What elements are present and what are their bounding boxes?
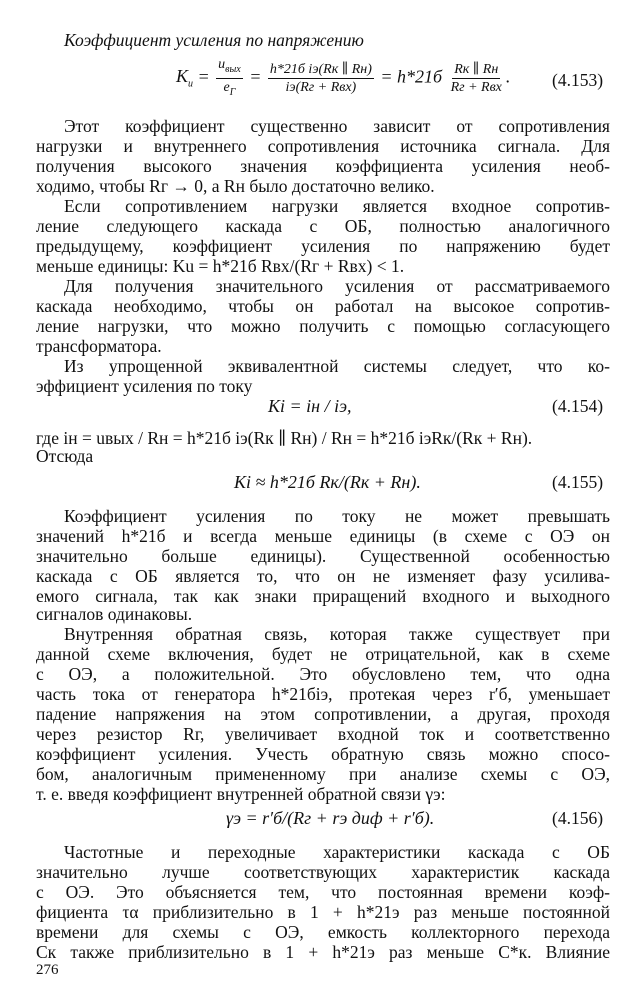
- text-line: Cк также приблизительно в 1 + h*21э раз меньше C*к. Влияние: [36, 942, 610, 962]
- text-line: емого сигнала, так как знаки приращений входного и выходного: [36, 586, 610, 606]
- text-line: сигналов одинаковы.: [36, 604, 193, 624]
- text-line: значительно лучше соответствующих характеристик каскада: [36, 862, 610, 882]
- equation-number: (4.155): [552, 472, 604, 492]
- equation-4-155: Ki ≈ h*21б Rк/(Rк + Rн).: [234, 472, 421, 492]
- eq-fraction-1: $\frac{u_{вых}}{e_Г}$: [218, 57, 241, 98]
- equation-number: (4.156): [552, 808, 604, 828]
- text-line: каскада с ОБ является то, что он не изменяет фазу усилива-: [36, 566, 610, 586]
- equation-number: (4.154): [552, 396, 604, 416]
- text-line: предыдущему, коэффициент усиления по напряжению будет: [36, 236, 610, 256]
- equation-4-153: $K_u$ = $\frac{u_{вых}}{e_Г}$ = $\frac{\text{h*21б iэ(Rк ∥ Rн)}}{\text{iэ(Rг + Rвх)}}$ = h*21б $\frac{Rк \parallel Rн}{\text{Rг + Rвх}}$ .: [176, 56, 510, 101]
- text-line: Из упрощенной эквивалентной системы следует, что ко-: [64, 356, 610, 376]
- text-line: через резистор Rг, увеличивает входной ток и соответственно: [36, 724, 610, 744]
- text-line: трансформатора.: [36, 336, 162, 356]
- where-line: где iн = uвых / Rн = h*21б iэ(Rк ∥ Rн) / Rн = h*21б iэRк/(Rк + Rн).: [36, 428, 533, 448]
- eq-lhs: $K_u$: [176, 66, 194, 91]
- equation-number: (4.153): [552, 70, 604, 90]
- text-line: Этот коэффициент существенно зависит от сопротивления: [64, 116, 610, 136]
- text-line: часть тока от генератора h*21бiэ, протекая через r′б, уменьшает: [36, 684, 610, 704]
- text-line: коэффициент усиления. Учесть обратную связь можно спосо-: [36, 744, 610, 764]
- text-line: значительно больше единицы). Существенной особенностью: [36, 546, 610, 566]
- text-line: бом, аналогичным примененному при анализе схемы с ОЭ,: [36, 764, 610, 784]
- text-line: времени для схемы с ОЭ, емкость коллекторного перехода: [36, 922, 610, 942]
- text-line: Частотные и переходные характеристики каскада с ОБ: [64, 842, 610, 862]
- text-line: Коэффициент усиления по току не может превышать: [64, 506, 610, 526]
- hence-line: Отсюда: [36, 446, 94, 466]
- text-line: т. е. введя коэффициент внутренней обратной связи γэ:: [36, 784, 446, 804]
- equation-4-154: Ki = iн / iэ,: [268, 396, 352, 416]
- text-line: ходимо, чтобы Rг → 0, а Rн было достаточно велико.: [36, 176, 435, 196]
- text-line: получения высокого значения коэффициента усиления необ-: [36, 156, 610, 176]
- text-line: ление нагрузки, что можно получить с помощью согласующего: [36, 316, 610, 336]
- text-line: фициента τα приблизительно в 1 + h*21э раз меньше постоянной: [36, 902, 610, 922]
- eq-fraction-3: $\frac{Rк \parallel Rн}{\text{Rг + Rвх}}$: [450, 61, 502, 95]
- text-line: с ОЭ. Это объясняется тем, что постоянная времени коэф-: [36, 882, 610, 902]
- text-line: меньше единицы: Ku = h*21б Rвх/(Rг + Rвх) < 1.: [36, 256, 405, 276]
- text-line: Если сопротивлением нагрузки является входное сопротив-: [64, 196, 610, 216]
- text-line: падение напряжения на этом сопротивлении, а другая, проходя: [36, 704, 610, 724]
- equation-4-156: γэ = r′б/(Rг + rэ диф + r′б).: [226, 808, 435, 828]
- text-line: данной схеме включения, будет не отрицательной, как в схеме: [36, 644, 610, 664]
- text-line: с ОЭ, а положительной. Это обусловлено тем, что одна: [36, 664, 610, 684]
- page-number: 276: [36, 962, 59, 978]
- text-line: Для получения значительного усиления от рассматриваемого: [64, 276, 610, 296]
- text-line: каскада необходимо, чтобы он работал на высокое сопротив-: [36, 296, 610, 316]
- text-line: эффициент усиления по току: [36, 376, 253, 396]
- text-line: нагрузки и внутреннего сопротивления источника сигнала. Для: [36, 136, 610, 156]
- eq-fraction-2: $\frac{\text{h*21б iэ(Rк ∥ Rн)}}{\text{iэ(Rг + Rвх)}}$: [269, 61, 372, 95]
- text-line: Внутренняя обратная связь, которая также существует при: [64, 624, 610, 644]
- text-line: значений h*21б и всегда меньше единицы (в схеме с ОЭ он: [36, 526, 610, 546]
- text-line: ление следующего каскада с ОБ, полностью аналогичного: [36, 216, 610, 236]
- section-heading: Коэффициент усиления по напряжению: [64, 30, 364, 50]
